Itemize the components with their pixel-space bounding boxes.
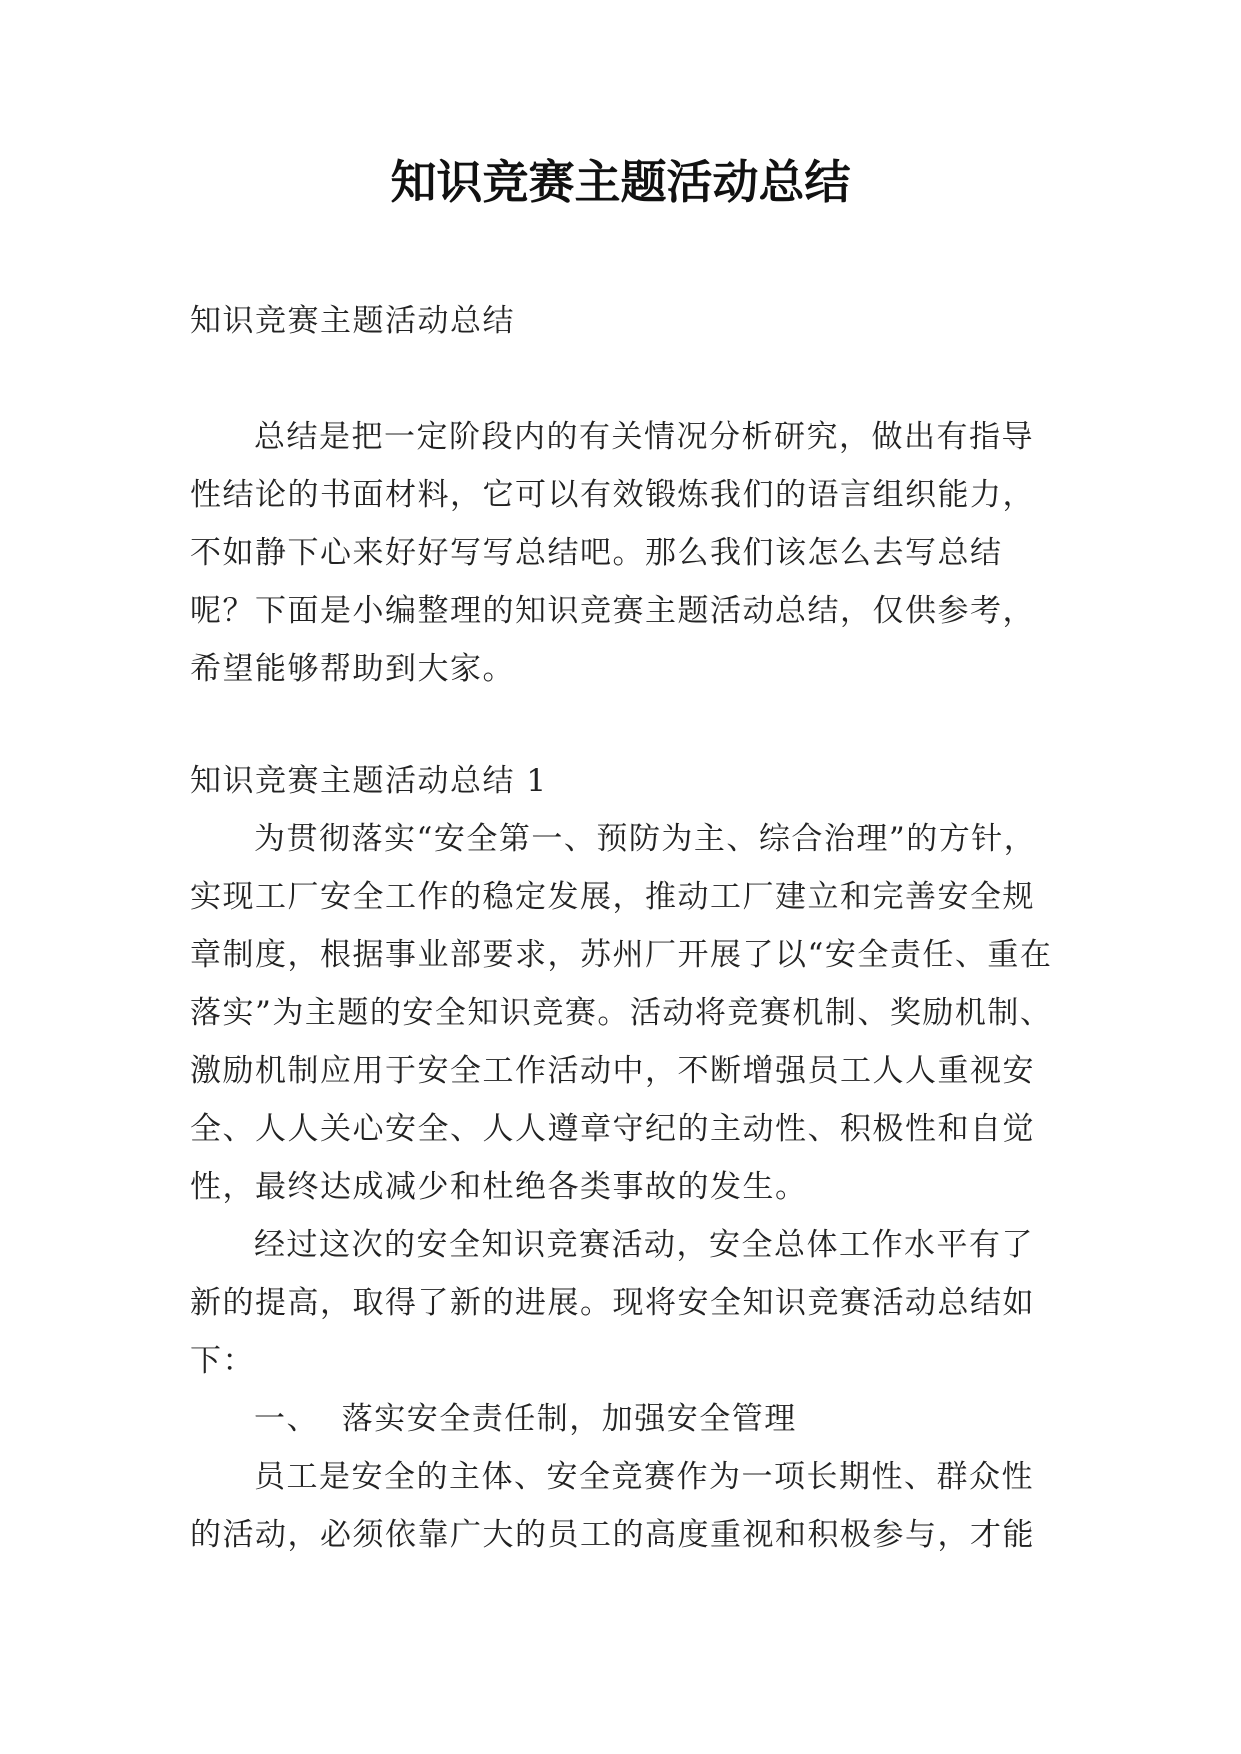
section-paragraph: 经过这次的安全知识竞赛活动，安全总体工作水平有了新的提高，取得了新的进展。现将安全知识竞赛活动总结如下： xyxy=(190,1227,1035,1379)
section-body xyxy=(190,810,1060,1564)
page-title: 知识竞赛主题活动总结 xyxy=(390,155,851,209)
intro-paragraph: 总结是把一定阶段内的有关情况分析研究，做出有指导性结论的书面材料，它可以有效锻炼我们的语言组织能力，不如静下心来好好写写总结吧。那么我们该怎么去写总结呢？下面是小编整理的知识竞赛主题活动总结，仅供参考，希望能够帮助到大家。 xyxy=(190,419,1035,687)
section-paragraph: 员工是安全的主体、安全竞赛作为一项长期性、群众性的活动，必须依靠广大的员工的高度重视和积极参与，才能 xyxy=(190,1459,1035,1553)
list-heading: 一、 落实安全责任制，加强安全管理 xyxy=(254,1401,797,1437)
section-paragraph: 为贯彻落实“安全第一、预防为主、综合治理”的方针，实现工厂安全工作的稳定发展，推动工厂建立和完善安全规章制度，根据事业部要求，苏州厂开展了以“安全责任、重在落实”为主题的安全知识竞赛。活动将竞赛机制、奖励机制、激励机制应用于安全工作活动中，不断增强员工人人重视安全、人人关心安全、人人遵章守纪的主动性、积极性和自觉性，最终达成减少和杜绝各类事故的发生。 xyxy=(190,821,1053,1205)
document-subtitle: 知识竞赛主题活动总结 xyxy=(190,303,515,339)
section-heading: 知识竞赛主题活动总结 1 xyxy=(190,763,548,799)
